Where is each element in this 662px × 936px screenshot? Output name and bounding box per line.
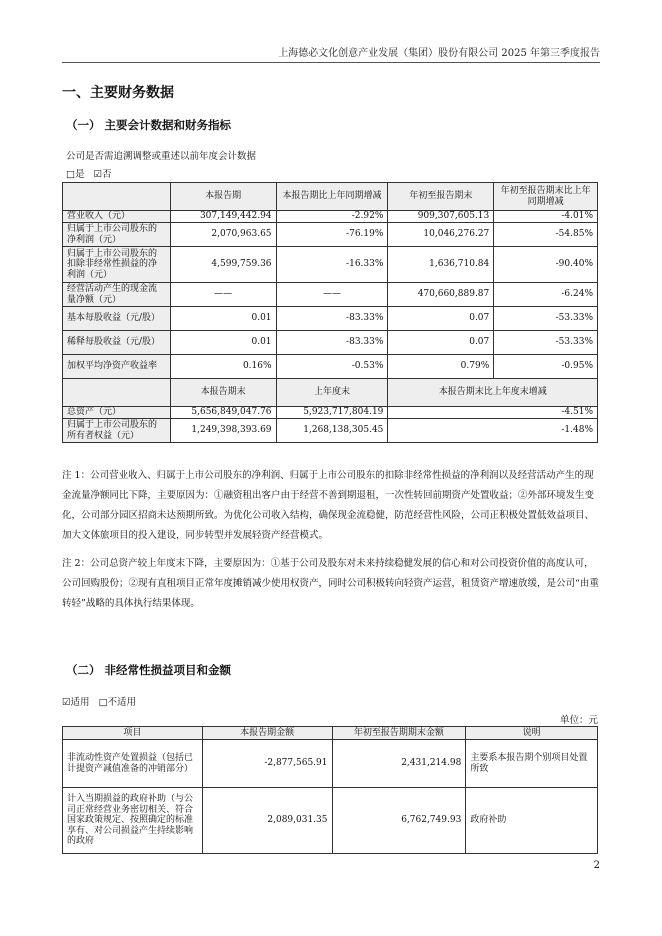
section-title: 一、主要财务数据 bbox=[62, 85, 174, 101]
table-header-cell: 年初至报告期末 bbox=[388, 183, 494, 211]
table-cell: 1,636,710.84 bbox=[388, 247, 494, 283]
table-row bbox=[63, 407, 598, 419]
table-header-cell: 年初至报告期期末金额 bbox=[332, 727, 466, 740]
table-cell: 909,307,605.13 bbox=[388, 211, 494, 223]
table-cell: 0.01 bbox=[170, 331, 276, 355]
table-header-cell: 上年度末 bbox=[276, 379, 388, 407]
table-row bbox=[63, 307, 598, 331]
option-not-applicable: □不适用 bbox=[98, 697, 137, 708]
table-cell: -6.24% bbox=[494, 283, 598, 307]
table-row bbox=[63, 211, 598, 223]
table-cell: 0.07 bbox=[388, 307, 494, 331]
running-header: 上海德必文化创意产业发展（集团）股份有限公司 2025 年第三季度报告 bbox=[278, 48, 600, 59]
table-header-cell: 本报告期末 bbox=[170, 379, 276, 407]
table-cell: -0.95% bbox=[494, 355, 598, 379]
table-cell: -90.40% bbox=[494, 247, 598, 283]
row-label: 归属于上市公司股东的所有者权益（元） bbox=[63, 419, 171, 443]
table-cell: 2,089,031.35 bbox=[202, 788, 332, 854]
applicable-options bbox=[62, 694, 136, 708]
table-cell: -1.48% bbox=[388, 419, 598, 443]
table-header-cell: 项目 bbox=[63, 727, 203, 740]
table-cell: 470,660,889.87 bbox=[388, 283, 494, 307]
table-cell: 4,599,759.36 bbox=[170, 247, 276, 283]
table-header-cell: 年初至报告期末比上年同期增减 bbox=[494, 183, 598, 211]
table-cell: -4.51% bbox=[388, 407, 598, 419]
table-header-cell: 本报告期比上年同期增减 bbox=[276, 183, 388, 211]
table-cell: 0.07 bbox=[388, 331, 494, 355]
table-cell: 2,431,214.98 bbox=[332, 740, 466, 788]
row-label: 基本每股收益（元/股） bbox=[63, 307, 171, 331]
restate-options bbox=[66, 166, 112, 180]
table-cell: -53.33% bbox=[494, 331, 598, 355]
table-cell: 0.01 bbox=[170, 307, 276, 331]
table-row bbox=[63, 419, 598, 443]
table-cell: 5,923,717,804.19 bbox=[276, 407, 388, 419]
table-row bbox=[63, 740, 598, 788]
table-row bbox=[63, 355, 598, 379]
table-header-cell bbox=[63, 379, 171, 407]
table-header-row bbox=[63, 183, 598, 211]
table-cell: 0.16% bbox=[170, 355, 276, 379]
table-cell: —— bbox=[170, 283, 276, 307]
table-header-row bbox=[63, 727, 598, 740]
row-label: 加权平均净资产收益率 bbox=[63, 355, 171, 379]
table-cell: -53.33% bbox=[494, 307, 598, 331]
table-cell: 2,070,963.65 bbox=[170, 223, 276, 247]
option-yes: □是 bbox=[66, 169, 85, 180]
table-header-cell: 本报告期金额 bbox=[202, 727, 332, 740]
table-header-row-2 bbox=[63, 379, 598, 407]
table-cell: -83.33% bbox=[276, 307, 388, 331]
non-recurring-items-table bbox=[62, 726, 598, 854]
table-cell: 5,656,849,047.76 bbox=[170, 407, 276, 419]
table-header-cell: 说明 bbox=[466, 727, 598, 740]
restate-question: 公司是否需追溯调整或重述以前年度会计数据 bbox=[66, 151, 257, 162]
row-label: 非流动性资产处置损益（包括已计提资产减值准备的冲销部分） bbox=[63, 740, 203, 788]
table-cell: -16.33% bbox=[276, 247, 388, 283]
table-cell: -83.33% bbox=[276, 331, 388, 355]
unit-label: 单位：元 bbox=[559, 715, 598, 726]
subsection-title-1: （一） 主要会计数据和财务指标 bbox=[66, 118, 232, 132]
header-rule bbox=[62, 62, 600, 63]
table-header-cell: 本报告期 bbox=[170, 183, 276, 211]
table-row bbox=[63, 788, 598, 854]
financial-indicators-table bbox=[62, 182, 598, 443]
table-cell: 1,268,138,305.45 bbox=[276, 419, 388, 443]
page-number: 2 bbox=[593, 860, 600, 871]
note-2: 注 2：公司总资产较上年度末下降，主要原因为：①基于公司及股东对未来持续稳健发展的信心和对公司投资价值的高度认可，公司回购股份；②现有直租项目正常年度摊销减少使用权资产，同时公司积极转向轻资产运营，租赁资产增速放缓，是公司“由重转轻”战略的具体执行结果体现。 bbox=[62, 558, 599, 609]
table-row bbox=[63, 331, 598, 355]
row-label: 稀释每股收益（元/股） bbox=[63, 331, 171, 355]
table-row bbox=[63, 283, 598, 307]
subsection-title-2: （二） 非经常性损益项目和金额 bbox=[66, 663, 232, 677]
table-cell: 0.79% bbox=[388, 355, 494, 379]
row-label: 归属于上市公司股东的净利润（元） bbox=[63, 223, 171, 247]
table-cell: -2,877,565.91 bbox=[202, 740, 332, 788]
table-row bbox=[63, 223, 598, 247]
note-1: 注 1：公司营业收入、归属于上市公司股东的净利润、归属于上市公司股东的扣除非经常性损益的净利润以及经营活动产生的现金流量净额同比下降，主要原因为：①融资租出客户由于经营不善到期退租，一次性转回前期资产处置收益；②外部环境发生变化，公司部分园区招商未达预期所致。为优化公司收入结构，确保现金流稳健，防范经营性风险，公司正积极处置低效益项目、加大文体旅项目的投入建设，同步转型并发展轻资产经营模式。 bbox=[62, 470, 595, 541]
table-cell: 307,149,442.94 bbox=[170, 211, 276, 223]
option-applicable: ☑适用 bbox=[62, 697, 90, 708]
row-label: 计入当期损益的政府补助（与公司正常经营业务密切相关、符合国家政策规定、按照确定的标准享有、对公司损益产生持续影响的政府 bbox=[63, 788, 203, 854]
option-no: ☑否 bbox=[93, 169, 112, 180]
row-label: 归属于上市公司股东的扣除非经常性损益的净利润（元） bbox=[63, 247, 171, 283]
table-row bbox=[63, 247, 598, 283]
table-cell: 1,249,398,393.69 bbox=[170, 419, 276, 443]
table-cell: 主要系本报告期个别项目处置所致 bbox=[466, 740, 598, 788]
row-label: 经营活动产生的现金流量净额（元） bbox=[63, 283, 171, 307]
table-cell: -4.01% bbox=[494, 211, 598, 223]
row-label: 总资产（元） bbox=[63, 407, 171, 419]
table-cell: 10,046,276.27 bbox=[388, 223, 494, 247]
table-cell: -76.19% bbox=[276, 223, 388, 247]
table-cell: 政府补助 bbox=[466, 788, 598, 854]
table-cell: -2.92% bbox=[276, 211, 388, 223]
row-label: 营业收入（元） bbox=[63, 211, 171, 223]
table-cell: —— bbox=[276, 283, 388, 307]
table-cell: -0.53% bbox=[276, 355, 388, 379]
table-cell: -54.85% bbox=[494, 223, 598, 247]
table-cell: 6,762,749.93 bbox=[332, 788, 466, 854]
table-header-cell bbox=[63, 183, 171, 211]
table-header-cell: 本报告期末比上年度末增减 bbox=[388, 379, 598, 407]
